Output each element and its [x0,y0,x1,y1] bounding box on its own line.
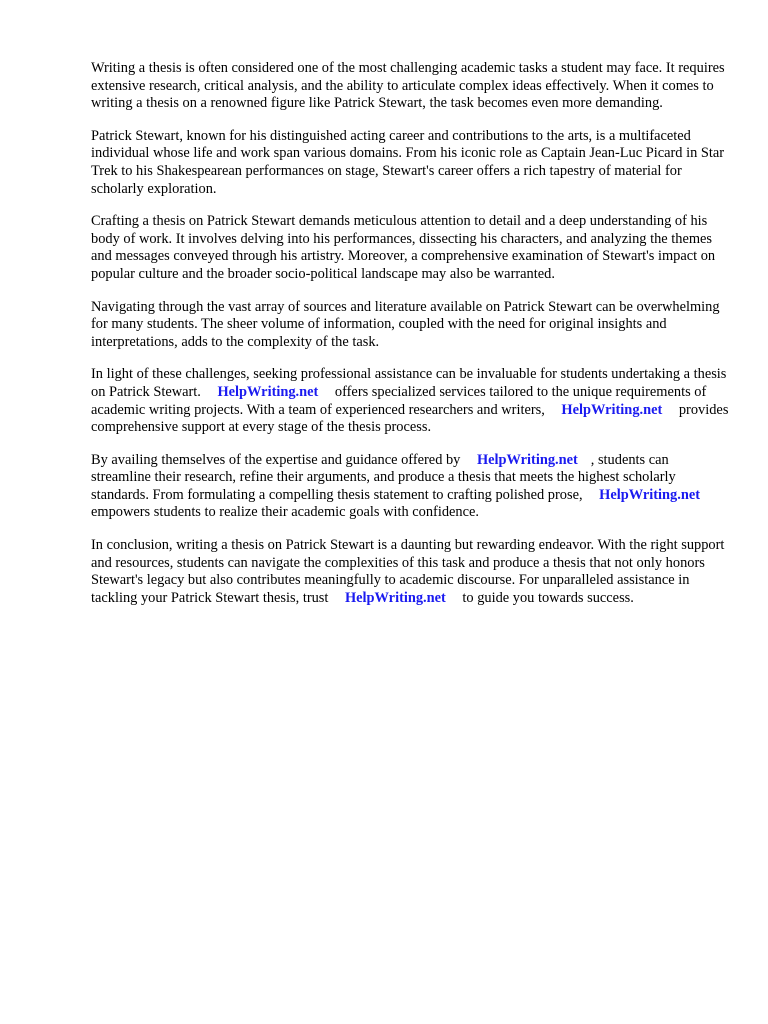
paragraph-text: In light of these challenges, seeking professional assistance can be invaluable for students undertaking a thesis on Patrick Stewart. [91,366,727,400]
document-body [91,60,731,622]
paragraph-text: , students can streamline their research, refine their arguments, and produce a thesis that meets the highest scholarly standards. From formulating a compelling thesis statement to crafting polished prose, [91,451,676,503]
paragraph-crafting [91,213,731,283]
paragraph-background [91,128,731,198]
paragraph-text: Navigating through the vast array of sources and literature available on Patrick Stewart can be overwhelming for many students. The sheer volume of information, coupled with the need for original insights and interpretations, adds to the complexity of the task. [91,298,720,350]
helpwriting-link[interactable]: HelpWriting.net [217,383,319,400]
helpwriting-link[interactable]: HelpWriting.net [599,486,701,503]
helpwriting-link[interactable]: HelpWriting.net [344,589,446,606]
paragraph-guidance [91,452,731,522]
paragraph-text: to guide you towards success. [462,589,634,606]
paragraph-intro [91,60,731,113]
paragraph-conclusion [91,537,731,607]
paragraph-text: empowers students to realize their academic goals with confidence. [91,504,479,521]
paragraph-text: offers specialized services tailored to the unique requirements of academic writing projects. With a team of experienced researchers and writers, [91,383,707,418]
paragraph-navigating [91,299,731,352]
paragraph-text: Patrick Stewart, known for his distinguished acting career and contributions to the arts, is a multifaceted individual whose life and work span various domains. From his iconic role as Captain Jean-Luc Picard in Star Trek to his Shakespearean performances on stage, Stewart's career offers a rich tapestry of material for scholarly exploration. [91,127,725,197]
paragraph-text: By availing themselves of the expertise and guidance offered by [91,451,461,468]
helpwriting-link[interactable]: HelpWriting.net [561,401,663,418]
paragraph-text: In conclusion, writing a thesis on Patrick Stewart is a daunting but rewarding endeavor. With the right support and resources, students can navigate the complexities of this task and produce a thesis that not only honors Stewart's legacy but also contributes meaningfully to academic discourse. For unparalleled assistance in tackling your Patrick Stewart thesis, trust [91,537,725,606]
paragraph-text: Writing a thesis is often considered one of the most challenging academic tasks a student may face. It requires extensive research, critical analysis, and the ability to articulate complex ideas effectively. When it comes to writing a thesis on a renowned figure like Patrick Stewart, the task becomes even more demanding. [91,60,725,112]
paragraph-text: Crafting a thesis on Patrick Stewart demands meticulous attention to detail and a deep understanding of his body of work. It involves delving into his performances, dissecting his characters, and analyzing the themes and messages conveyed through his artistry. Moreover, a comprehensive examination of Stewart's impact on popular culture and the broader socio-political landscape may also be warranted. [91,213,716,282]
paragraph-assistance [91,366,731,436]
helpwriting-link[interactable]: HelpWriting.net [476,451,578,468]
paragraph-text: provides comprehensive support at every stage of the thesis process. [91,401,729,436]
